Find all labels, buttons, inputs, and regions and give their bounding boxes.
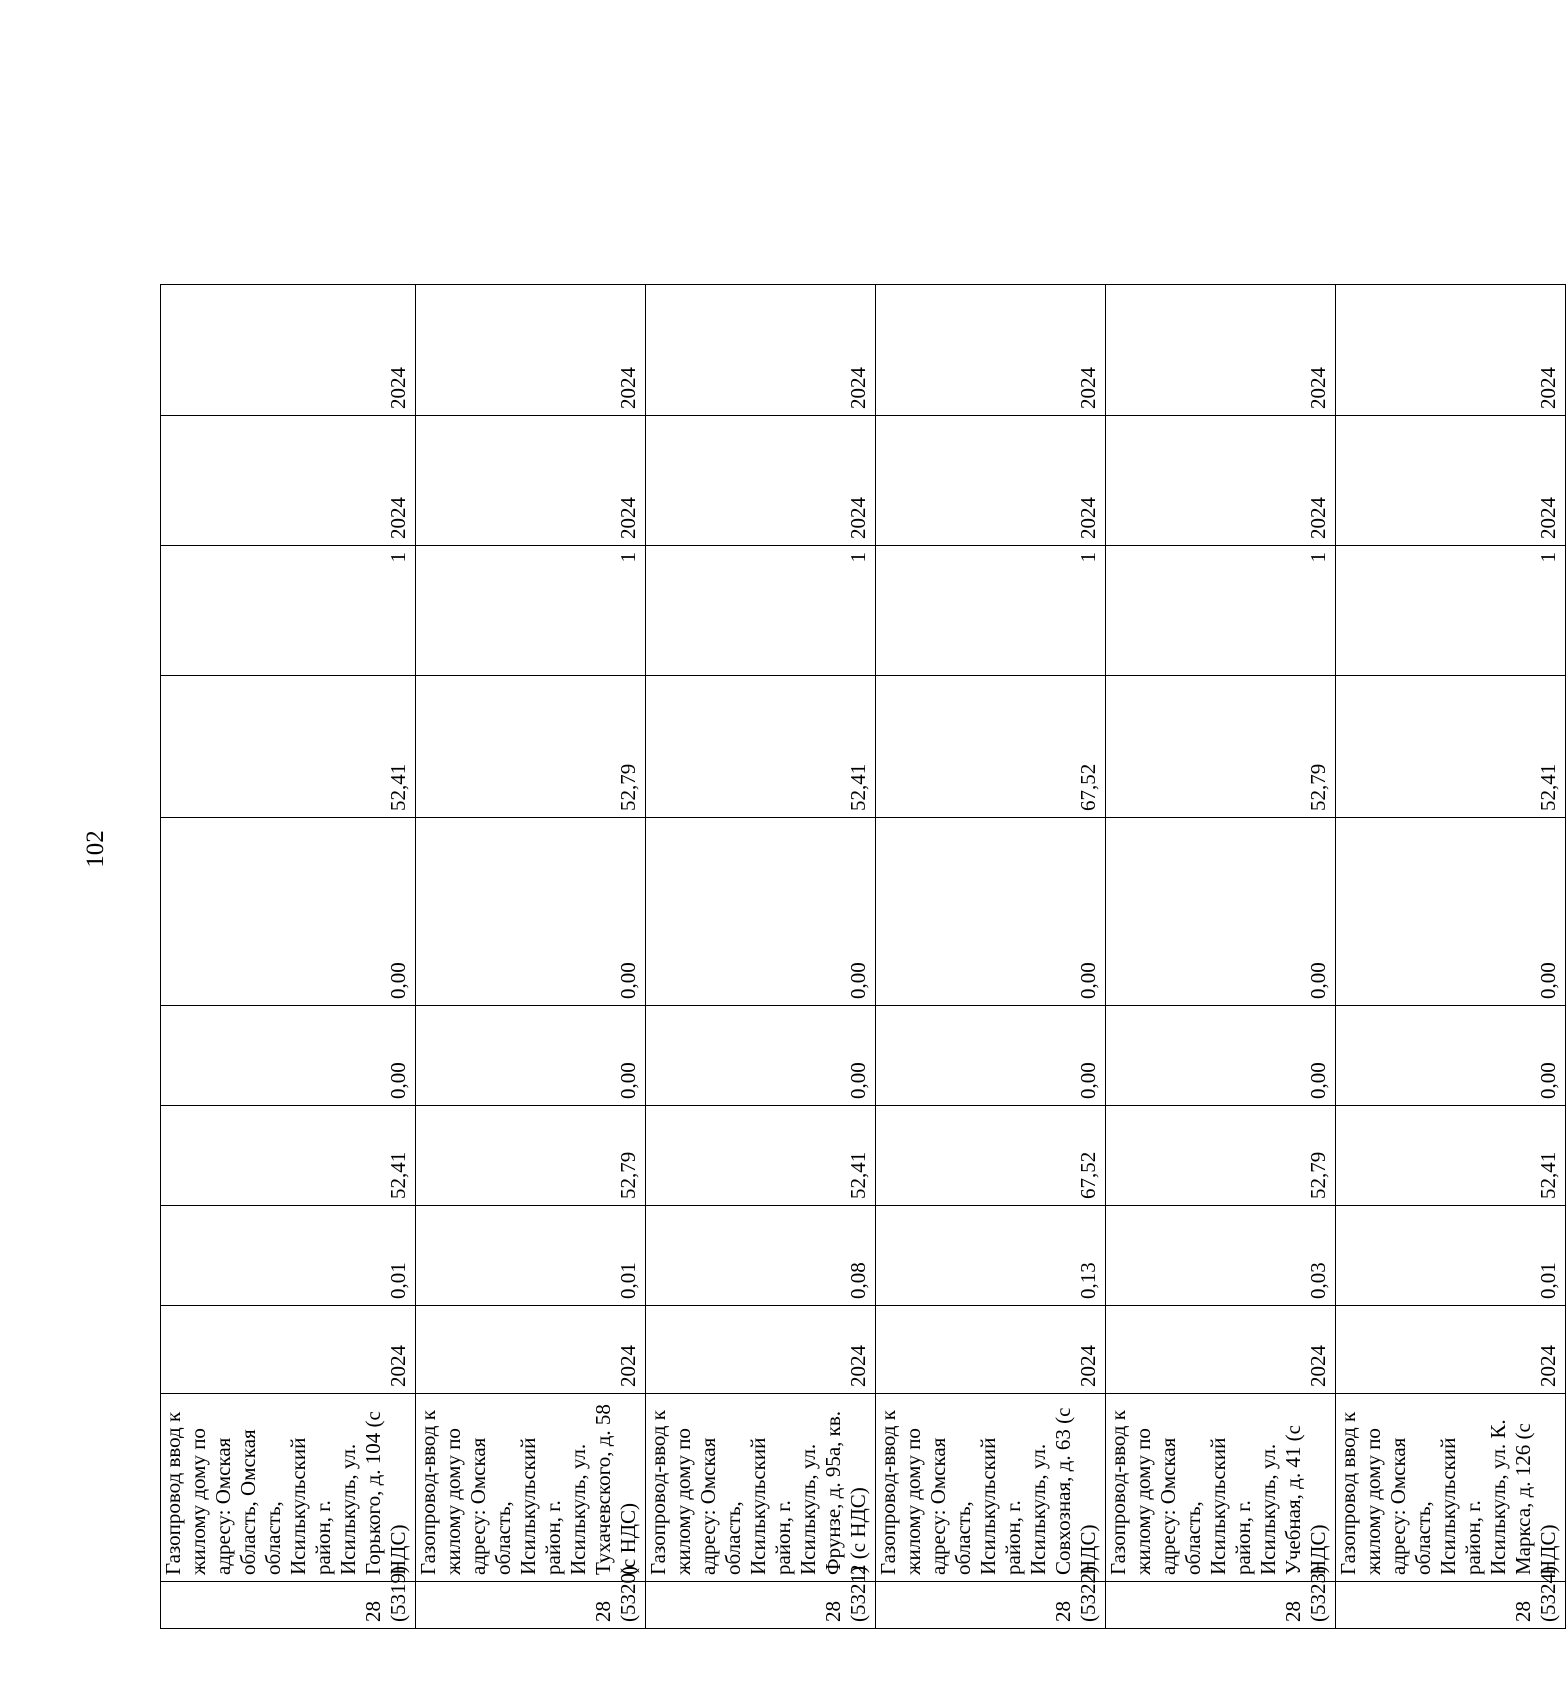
year-cell-2: 2024 (1106, 416, 1336, 546)
quantity-cell: 1 (646, 546, 876, 676)
object-description: Газопровод-ввод к жилому дому по адресу: Омская область, Исилькульский район, г. Исилькуль, ул. Тухачевского, д. 58 (с НДС) (416, 1404, 640, 1575)
object-description: Газопровод-ввод к жилому дому по адресу: Омская область, Исилькульский район, г. Исилькуль, ул. Фрунзе, д. 95а, кв. 2 (с НДС) (646, 1410, 870, 1575)
year-cell-3: 2024 (1336, 285, 1566, 416)
year-cell-3: 2024 (646, 285, 876, 416)
start-year-cell: 2024 (1106, 1306, 1336, 1394)
value-cell-1: 0,01 (416, 1206, 646, 1306)
object-description: Газопровод-ввод к жилому дому по адресу: Омская область, Исилькульский район, г. Исилькуль, ул. Совхозная, д. 63 (с НДС) (876, 1407, 1100, 1575)
year-cell-3: 2024 (161, 285, 416, 416)
value-cell-5: 52,41 (1336, 676, 1566, 818)
row-number: 28 (1051, 1601, 1075, 1622)
year-cell-2: 2024 (876, 416, 1106, 546)
object-description: Газопровод-ввод к жилому дому по адресу: Омская область, Исилькульский район, г. Исилькуль, ул. Учебная, д. 41 (с НДС) (1106, 1410, 1330, 1575)
object-description: Газопровод ввод к жилому дому по адресу: Омская область, Исилькульский район, г. Исилькуль, ул. К. Маркса, д. 126 (с НДС) (1336, 1411, 1560, 1575)
value-cell-4: 0,00 (161, 818, 416, 1006)
table-row (876, 19, 1106, 1629)
row-code: (5319) (386, 1566, 410, 1622)
start-year-cell: 2024 (161, 1306, 416, 1394)
value-cell-4: 0,00 (646, 818, 876, 1006)
row-code: (5323) (1306, 1566, 1330, 1622)
row-code: (5322) (1076, 1566, 1100, 1622)
value-cell-5: 52,41 (646, 676, 876, 818)
quantity-cell: 1 (1336, 546, 1566, 676)
object-description-cell (161, 1394, 416, 1582)
year-cell-3: 2024 (876, 285, 1106, 416)
row-number: 28 (821, 1601, 845, 1622)
table-row (1106, 19, 1336, 1629)
value-cell-1: 0,01 (161, 1206, 416, 1306)
row-code: (5324) (1536, 1566, 1560, 1622)
value-cell-3: 0,00 (416, 1006, 646, 1106)
object-description: Газопровод ввод к жилому дому по адресу: Омская область, Омская область, Исилькульский район, г. Исилькуль, ул. Горького, д. 104 (с НДС) (161, 1411, 410, 1575)
start-year-cell: 2024 (876, 1306, 1106, 1394)
row-number-cell (161, 1566, 416, 1629)
value-cell-1: 0,01 (1336, 1206, 1566, 1306)
year-cell-2: 2024 (416, 416, 646, 546)
value-cell-5: 52,41 (161, 676, 416, 818)
value-cell-1: 0,13 (876, 1206, 1106, 1306)
value-cell-3: 0,00 (161, 1006, 416, 1106)
value-cell-4: 0,00 (876, 818, 1106, 1006)
quantity-cell: 1 (1106, 546, 1336, 676)
table-row (416, 19, 646, 1629)
object-description-cell (1336, 1394, 1566, 1582)
year-cell-2: 2024 (1336, 416, 1566, 546)
value-cell-3: 0,00 (1336, 1006, 1566, 1106)
document-table-container (160, 85, 1560, 1629)
quantity-cell: 1 (416, 546, 646, 676)
value-cell-2: 52,79 (416, 1106, 646, 1206)
row-number: 28 (1511, 1601, 1535, 1622)
quantity-cell: 1 (876, 546, 1106, 676)
page-number: 102 (82, 830, 109, 868)
value-cell-4: 0,00 (416, 818, 646, 1006)
object-description-cell (876, 1394, 1106, 1582)
row-number: 28 (361, 1601, 385, 1622)
value-cell-2: 52,41 (161, 1106, 416, 1206)
value-cell-5: 52,79 (416, 676, 646, 818)
value-cell-3: 0,00 (876, 1006, 1106, 1106)
value-cell-4: 0,00 (1106, 818, 1336, 1006)
table-row (646, 19, 876, 1629)
row-number-cell (1106, 1566, 1336, 1629)
year-cell-3: 2024 (1106, 285, 1336, 416)
row-number: 28 (1281, 1601, 1305, 1622)
value-cell-1: 0,03 (1106, 1206, 1336, 1306)
row-code: (5321) (846, 1566, 870, 1622)
row-number-cell (876, 1566, 1106, 1629)
row-number-cell (1336, 1566, 1566, 1629)
year-cell-3: 2024 (416, 285, 646, 416)
value-cell-2: 67,52 (876, 1106, 1106, 1206)
start-year-cell: 2024 (646, 1306, 876, 1394)
object-description-cell (1106, 1394, 1336, 1582)
value-cell-3: 0,00 (646, 1006, 876, 1106)
row-number: 28 (591, 1601, 615, 1622)
object-description-cell (646, 1394, 876, 1582)
row-code: (5320) (616, 1566, 640, 1622)
value-cell-5: 67,52 (876, 676, 1106, 818)
value-cell-2: 52,79 (1106, 1106, 1336, 1206)
table-row (1336, 19, 1566, 1629)
table-row (161, 19, 416, 1629)
row-number-cell (416, 1566, 646, 1629)
value-cell-2: 52,41 (1336, 1106, 1566, 1206)
object-description-cell (416, 1394, 646, 1582)
value-cell-3: 0,00 (1106, 1006, 1336, 1106)
year-cell-2: 2024 (646, 416, 876, 546)
value-cell-2: 52,41 (646, 1106, 876, 1206)
start-year-cell: 2024 (1336, 1306, 1566, 1394)
value-cell-5: 52,79 (1106, 676, 1336, 818)
row-number-cell (646, 1566, 876, 1629)
year-cell-2: 2024 (161, 416, 416, 546)
quantity-cell: 1 (161, 546, 416, 676)
document-table (160, 18, 1566, 1629)
value-cell-4: 0,00 (1336, 818, 1566, 1006)
start-year-cell: 2024 (416, 1306, 646, 1394)
value-cell-1: 0,08 (646, 1206, 876, 1306)
